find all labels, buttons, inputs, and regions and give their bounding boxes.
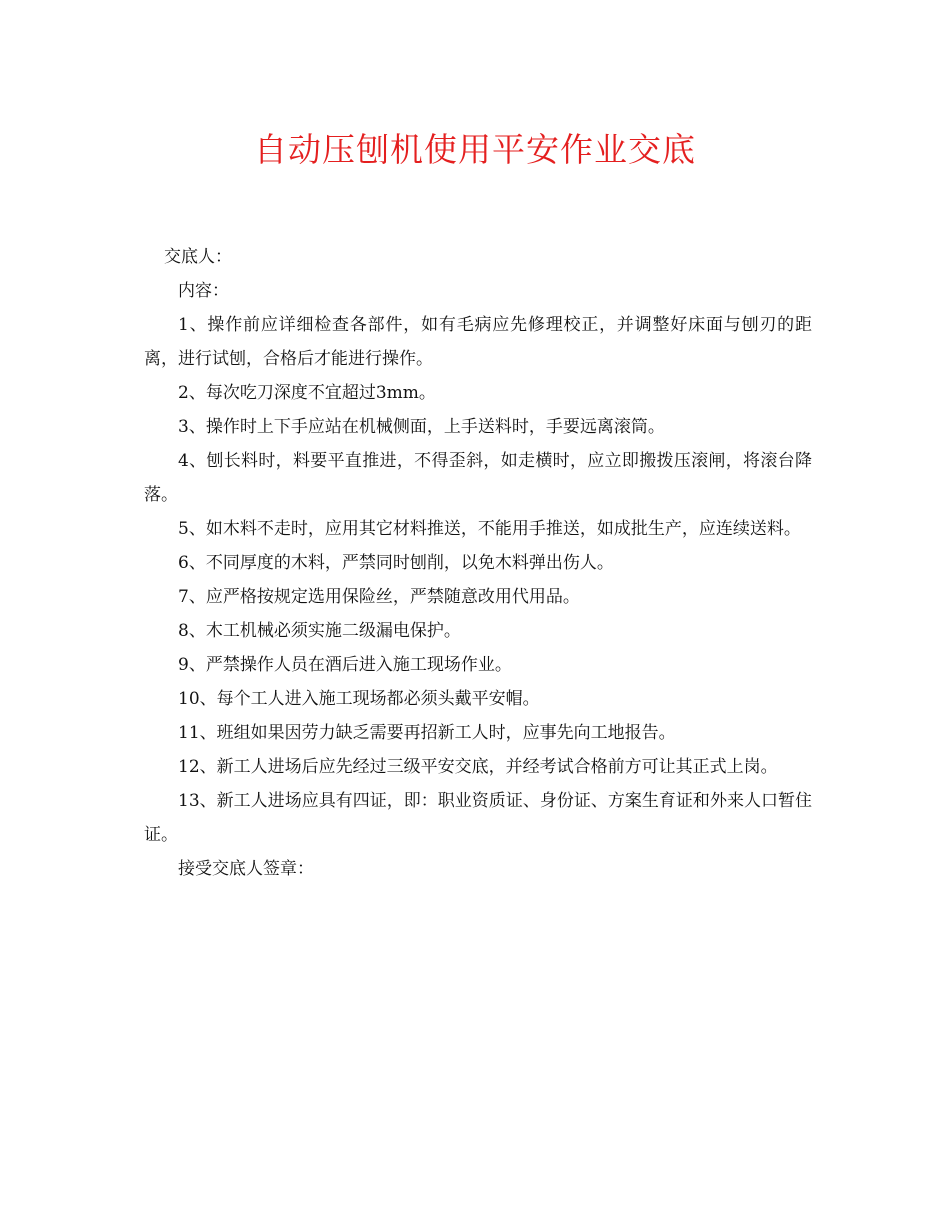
- discloser-label: 交底人：: [164, 247, 232, 267]
- list-item: 12、新工人进场后应先经过三级平安交底，并经考试合格前方可让其正式上岗。: [178, 757, 778, 777]
- list-item: 6、不同厚度的木料，严禁同时刨削，以免木料弹出伤人。: [178, 553, 614, 573]
- list-item: 7、应严格按规定选用保险丝，严禁随意改用代用品。: [178, 587, 580, 607]
- list-item: 2、每次吃刀深度不宜超过3mm。: [178, 383, 436, 403]
- list-item: 9、严禁操作人员在酒后进入施工现场作业。: [178, 655, 512, 675]
- recipient-signature-label: 接受交底人签章：: [178, 859, 314, 879]
- list-item: 13、新工人进场应具有四证，即：职业资质证、身份证、方案生育证和外来人口暂住证。: [144, 791, 812, 845]
- list-item: 8、木工机械必须实施二级漏电保护。: [178, 621, 461, 641]
- list-item: 10、每个工人进入施工现场都必须头戴平安帽。: [178, 689, 540, 709]
- content-label: 内容：: [178, 281, 229, 301]
- list-item: 5、如木料不走时，应用其它材料推送，不能用手推送，如成批生产，应连续送料。: [178, 519, 801, 539]
- document-title: 自动压刨机使用平安作业交底: [254, 130, 696, 169]
- list-item: 11、班组如果因劳力缺乏需要再招新工人时，应事先向工地报告。: [178, 723, 676, 743]
- document-body: [144, 240, 812, 886]
- list-item: 1、操作前应详细检查各部件，如有毛病应先修理校正，并调整好床面与刨刃的距离，进行试刨，合格后才能进行操作。: [144, 315, 812, 369]
- list-item: 4、刨长料时，料要平直推进，不得歪斜，如走横时，应立即搬拨压滚闸，将滚台降落。: [144, 451, 812, 505]
- list-item: 3、操作时上下手应站在机械侧面，上手送料时，手要远离滚筒。: [178, 417, 665, 437]
